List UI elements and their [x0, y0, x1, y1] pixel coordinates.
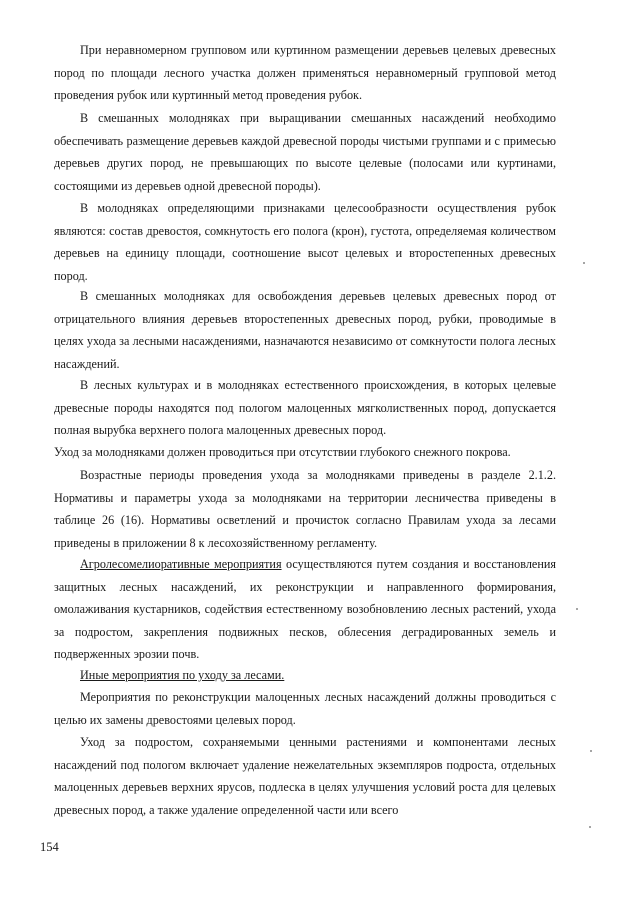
paragraph-agroforestry	[54, 553, 556, 666]
scan-speck	[583, 262, 585, 264]
paragraph-other-measures	[54, 664, 556, 687]
scan-speck	[589, 826, 591, 828]
paragraph-release-cutting: В смешанных молодняках для освобождения деревьев целевых древесных пород от отрицательного влияния деревьев второстепенных древесных пород, рубки, проводимые в целях ухода за лесными насаждениями, назначаются независимо от сомкнутости полога лесных насаждений.	[54, 289, 556, 371]
paragraph-group-method: При неравномерном групповом или куртинном размещении деревьев целевых древесных пород по площади лесного участка должен применяться неравномерный групповой метод проведения рубок или куртинный метод проведения рубок.	[54, 43, 556, 103]
paragraph-mixed-young-stands: В смешанных молодняках при выращивании смешанных насаждений необходимо обеспечивать размещение деревьев каждой древесной породы чистыми группами и с примесью деревьев других пород, не превышающих по высоте целевые (полосами или куртинами, состоящими из деревьев одной древесной породы).	[54, 111, 556, 193]
agroforestry-text: осуществляются путем создания и восстановления защитных лесных насаждений, их реконструкции и направленного формирования, омолаживания кустарников, содействия естественному возобновлению лесных растений, ухода за подростом, закрепления подвижных песков, облесения деградированных земель и подверженных эрозии почв.	[54, 557, 556, 662]
scan-speck	[590, 750, 592, 752]
paragraph-undergrowth-care: Уход за подростом, сохраняемыми ценными растениями и компонентами лесных насаждений под пологом включает удаление нежелательных экземпляров подроста, отдельных малоценных деревьев верхних ярусов, подлеска в целях улучшения условий роста для целевых древесных пород, а также удаление определенной части или всего	[54, 735, 556, 817]
page-number: 154	[40, 840, 59, 854]
paragraph-reconstruction: Мероприятия по реконструкции малоценных лесных насаждений должны проводиться с целью их замены древостоями целевых пород.	[54, 690, 556, 727]
scan-speck	[576, 608, 578, 610]
paragraph-snow-cover: Уход за молодняками должен проводиться при отсутствии глубокого снежного покрова.	[54, 445, 511, 459]
agroforestry-heading: Агролесомелиоративные мероприятия	[80, 557, 282, 571]
paragraph-forest-cultures: В лесных культурах и в молодняках естественного происхождения, в которых целевые древесные породы находятся под пологом малоценных мягколиственных пород, допускается полная вырубка верхнего полога малоценных древесных пород.	[54, 378, 556, 438]
paragraph-age-periods: Возрастные периоды проведения ухода за молодняками приведены в разделе 2.1.2. Нормативы и параметры ухода за молодняками на территории лесничества приведены в таблице 26 (16). Нормативы осветлений и прочисток согласно Правилам ухода за лесами приведены в приложении 8 к лесохозяйственному регламенту.	[54, 468, 556, 550]
other-measures-heading: Иные мероприятия по уходу за лесами.	[80, 668, 285, 682]
paragraph-determining-features: В молодняках определяющими признаками целесообразности осуществления рубок являются: состав древостоя, сомкнутость его полога (крон), густота, определяемая количеством деревьев на единицу площади, соотношение высот целевых и второстепенных древесных пород.	[54, 201, 556, 283]
